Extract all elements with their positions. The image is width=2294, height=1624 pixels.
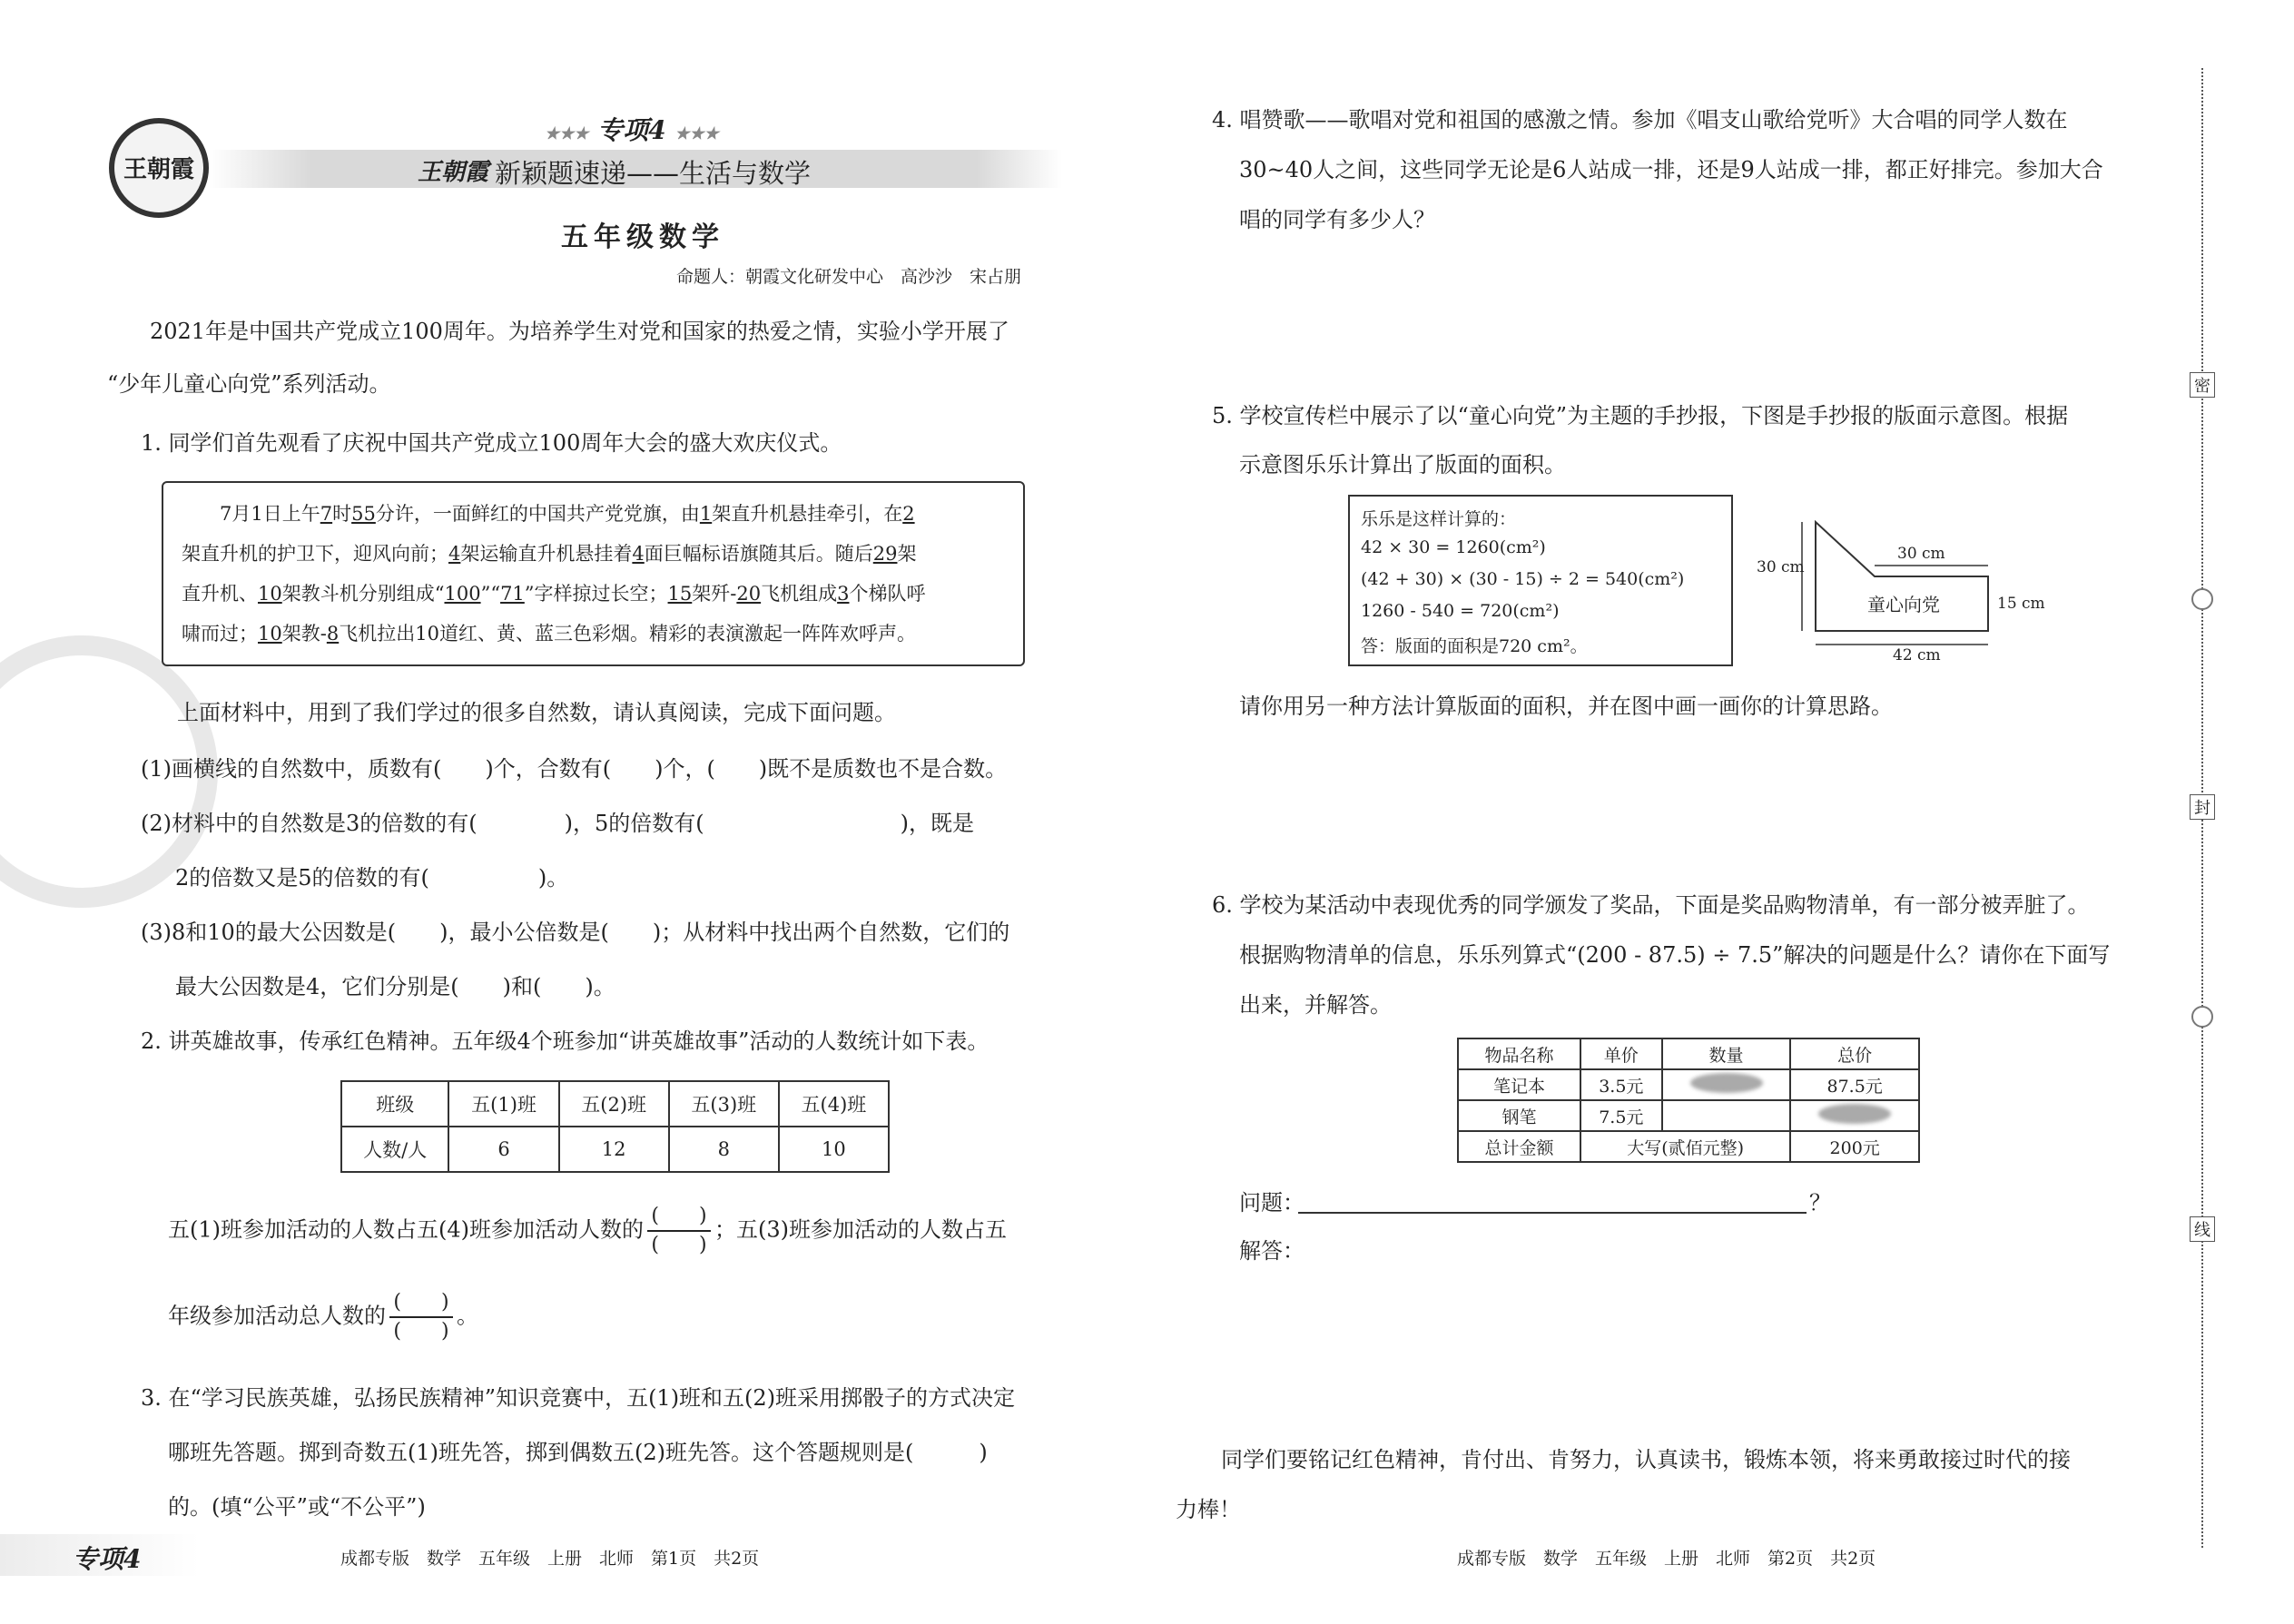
q6-cell: 3.5元 — [1580, 1069, 1662, 1100]
q1-sub1: (1)画横线的自然数中，质数有( )个，合数有( )个，( )既不是质数也不是合数。 — [141, 756, 1008, 782]
smudge-mark — [1818, 1104, 1891, 1124]
intro-line-1: 2021年是中国共产党成立100周年。为培养学生对党和国家的热爱之情，实验小学开展了 — [150, 319, 1009, 344]
q6-question-end: ？ — [1809, 1190, 1831, 1216]
q6-cell: 200元 — [1790, 1131, 1919, 1162]
q4-line-2: 30~40人之间，这些同学无论是6人站成一排，还是9人站成一排，都正好排完。参加大合 — [1239, 157, 2103, 182]
q2-stem: 2. 讲英雄故事，传承红色精神。五年级4个班参加“讲英雄故事”活动的人数统计如下表。 — [141, 1029, 989, 1054]
q6-total-row — [1458, 1131, 1919, 1162]
q2-table-header-row — [341, 1081, 889, 1127]
q6-cell: 钢笔 — [1458, 1100, 1580, 1131]
brand-logo-text: 王朝霞 — [123, 156, 194, 183]
scroll-line-3: 直升机、10架教斗机分别组成“100”“71”字样掠过长空；15架歼-20飞机组成3个梯队呼 — [182, 583, 926, 605]
fraction-blank[interactable]: $\frac{( )}{( )}$ — [647, 1203, 711, 1259]
q6-shopping-table — [1457, 1038, 1920, 1163]
q2-value-cell: 10 — [779, 1127, 889, 1172]
dim-label-left: 30 cm — [1757, 558, 1805, 576]
q6-cell — [1662, 1100, 1791, 1131]
q6-answer-label: 解答： — [1239, 1238, 1305, 1264]
brand-logo — [109, 118, 209, 218]
q6-table-row — [1458, 1100, 1919, 1131]
closing-line-1: 同学们要铭记红色精神，肯付出、肯努力，认真读书，锻炼本领，将来勇敢接过时代的接 — [1221, 1447, 2071, 1472]
subject-title: 五年级数学 — [561, 221, 724, 253]
closing-line-2: 力棒！ — [1176, 1497, 1241, 1522]
series-title-text: 专项4 — [597, 115, 666, 145]
smudge-mark — [1690, 1073, 1763, 1093]
q6-line-2: 根据购物清单的信息，乐乐列算式“(200 - 87.5) ÷ 7.5”解决的问题是什么？请你在下面写 — [1239, 942, 2111, 968]
intro-line-2: “少年儿童心向党”系列活动。 — [107, 371, 391, 397]
q6-line-1: 6. 学校为某活动中表现优秀的同学颁发了奖品，下面是奖品购物清单，有一部分被弄脏了。 — [1212, 892, 2090, 918]
q2-header-cell: 五(2)班 — [559, 1081, 669, 1127]
q5-line-1: 5. 学校宣传栏中展示了以“童心向党”为主题的手抄报，下图是手抄报的版面示意图。根据 — [1212, 403, 2069, 428]
scroll-line-2: 架直升机的护卫下，迎风向前；4架运输直升机悬挂着4面巨幅标语旗随其后。随后29架 — [182, 543, 917, 565]
margin-mark-text: 封 — [2194, 799, 2210, 818]
title-banner — [209, 150, 1062, 188]
footer-right: 成都专版 数学 五年级 上册 北师 第2页 共2页 — [1457, 1549, 1876, 1569]
q2-table — [340, 1080, 890, 1173]
q2-table-row — [341, 1127, 889, 1172]
q5-line-2: 示意图乐乐计算出了版面的面积。 — [1239, 452, 1566, 477]
margin-mark-text: 密 — [2194, 377, 2210, 396]
margin-mark — [2190, 794, 2215, 820]
banner-brand: 王朝霞 — [418, 159, 489, 186]
q6-cell: 笔记本 — [1458, 1069, 1580, 1100]
binding-hole-icon — [2191, 1006, 2213, 1028]
calc-line: 乐乐是这样计算的： — [1361, 509, 1517, 529]
q6-table-row — [1458, 1069, 1919, 1100]
q6-cell: 87.5元 — [1790, 1069, 1919, 1100]
q6-cell: 7.5元 — [1580, 1100, 1662, 1131]
q2-text-2: 年级参加活动总人数的 $\frac{( )}{( )}$ 。 — [168, 1289, 478, 1345]
q4-line-1: 4. 唱赞歌——歌唱对党和祖国的感激之情。参加《唱支山歌给党听》大合唱的同学人数在 — [1212, 107, 2068, 133]
q2-header-cell: 五(3)班 — [669, 1081, 779, 1127]
q2-value-cell: 12 — [559, 1127, 669, 1172]
q3-line-1: 3. 在“学习民族英雄，弘扬民族精神”知识竞赛中，五(1)班和五(2)班采用掷骰子的方式决定 — [141, 1385, 1016, 1411]
q6-cell: 大写(贰佰元整) — [1580, 1131, 1790, 1162]
q2-value-cell: 8 — [669, 1127, 779, 1172]
q2-header-cell: 五(1)班 — [448, 1081, 558, 1127]
q2-header-cell: 五(4)班 — [779, 1081, 889, 1127]
margin-mark-text: 线 — [2194, 1221, 2210, 1240]
q1-sub3-b: 最大公因数是4，它们分别是( )和( )。 — [175, 974, 615, 999]
q1-lead: 上面材料中，用到了我们学过的很多自然数，请认真阅读，完成下面问题。 — [177, 700, 896, 725]
calc-line: 答：版面的面积是720 cm²。 — [1361, 636, 1588, 656]
binding-hole-icon — [2191, 588, 2213, 610]
series-title: ★★★ 专项4 ★★★ — [545, 115, 719, 145]
q2-text-1: 五(1)班参加活动的人数占五(4)班参加活动人数的 $\frac{( )}{( )}$ ；五(3)班参加活动的人数占五 — [168, 1203, 1007, 1259]
q5-calc-box — [1348, 495, 1733, 666]
q3-line-2: 哪班先答题。掷到奇数五(1)班先答，掷到偶数五(2)班先答。这个答题规则是( ) — [168, 1440, 988, 1465]
footer-badge — [0, 1534, 200, 1576]
calc-line: 42 × 30 = 1260(cm²) — [1361, 537, 1546, 557]
margin-mark — [2190, 372, 2215, 398]
q6-header-cell: 物品名称 — [1458, 1038, 1580, 1069]
q2-row-label: 人数/人 — [341, 1127, 448, 1172]
q1-sub2-b: 2的倍数又是5的倍数的有( )。 — [175, 865, 569, 891]
footer-left: 成都专版 数学 五年级 上册 北师 第1页 共2页 — [340, 1549, 760, 1569]
q2-header-cell: 班级 — [341, 1081, 448, 1127]
q6-header-cell: 单价 — [1580, 1038, 1662, 1069]
q4-line-3: 唱的同学有多少人？ — [1239, 207, 1435, 232]
q6-smudged-cell — [1790, 1100, 1919, 1131]
dim-label-top: 30 cm — [1897, 545, 1945, 563]
q5-task: 请你用另一种方法计算版面的面积，并在图中画一画你的计算思路。 — [1239, 694, 1893, 719]
q6-question-label: 问题： — [1239, 1190, 1305, 1216]
q1-scroll-box — [162, 481, 1025, 666]
q6-smudged-cell — [1662, 1069, 1791, 1100]
q1-sub2-a: (2)材料中的自然数是3的倍数的有( )，5的倍数有( )，既是 — [141, 811, 974, 836]
q2-value-cell: 6 — [448, 1127, 558, 1172]
q6-header-row — [1458, 1038, 1919, 1069]
q3-line-3: 的。(填“公平”或“不公平”) — [168, 1494, 426, 1520]
q1-sub3-a: (3)8和10的最大公因数是( )，最小公倍数是( )；从材料中找出两个自然数，它们的 — [141, 920, 1010, 945]
q6-header-cell: 数量 — [1662, 1038, 1791, 1069]
calc-line: (42 + 30) × (30 - 15) ÷ 2 = 540(cm²) — [1361, 569, 1685, 589]
q6-header-cell: 总价 — [1790, 1038, 1919, 1069]
margin-mark — [2190, 1216, 2215, 1242]
banner-title: 新颖题速递——生活与数学 — [495, 158, 812, 189]
authors: 命题人：朝霞文化研发中心 高沙沙 宋占朋 — [676, 267, 1022, 287]
fraction-blank[interactable]: $\frac{( )}{( )}$ — [389, 1289, 453, 1345]
dim-label-right: 15 cm — [1997, 595, 2045, 613]
calc-line: 1260 - 540 = 720(cm²) — [1361, 601, 1560, 621]
q6-question-line[interactable] — [1298, 1212, 1807, 1214]
q6-line-3: 出来，并解答。 — [1239, 992, 1392, 1018]
q6-cell: 总计金额 — [1458, 1131, 1580, 1162]
footer-badge-text: 专项4 — [73, 1544, 142, 1574]
scroll-line-4: 啸而过；10架教-8飞机拉出10道红、黄、蓝三色彩烟。精彩的表演激起一阵阵欢呼声。 — [182, 623, 916, 645]
q1-stem: 1. 同学们首先观看了庆祝中国共产党成立100周年大会的盛大欢庆仪式。 — [141, 430, 842, 456]
scroll-line-1: 7月1日上午7时55分许，一面鲜红的中国共产党党旗，由1架直升机悬挂牵引，在2 — [182, 503, 915, 525]
shape-label: 童心向党 — [1867, 594, 1940, 615]
dim-label-bottom: 42 cm — [1893, 646, 1941, 664]
